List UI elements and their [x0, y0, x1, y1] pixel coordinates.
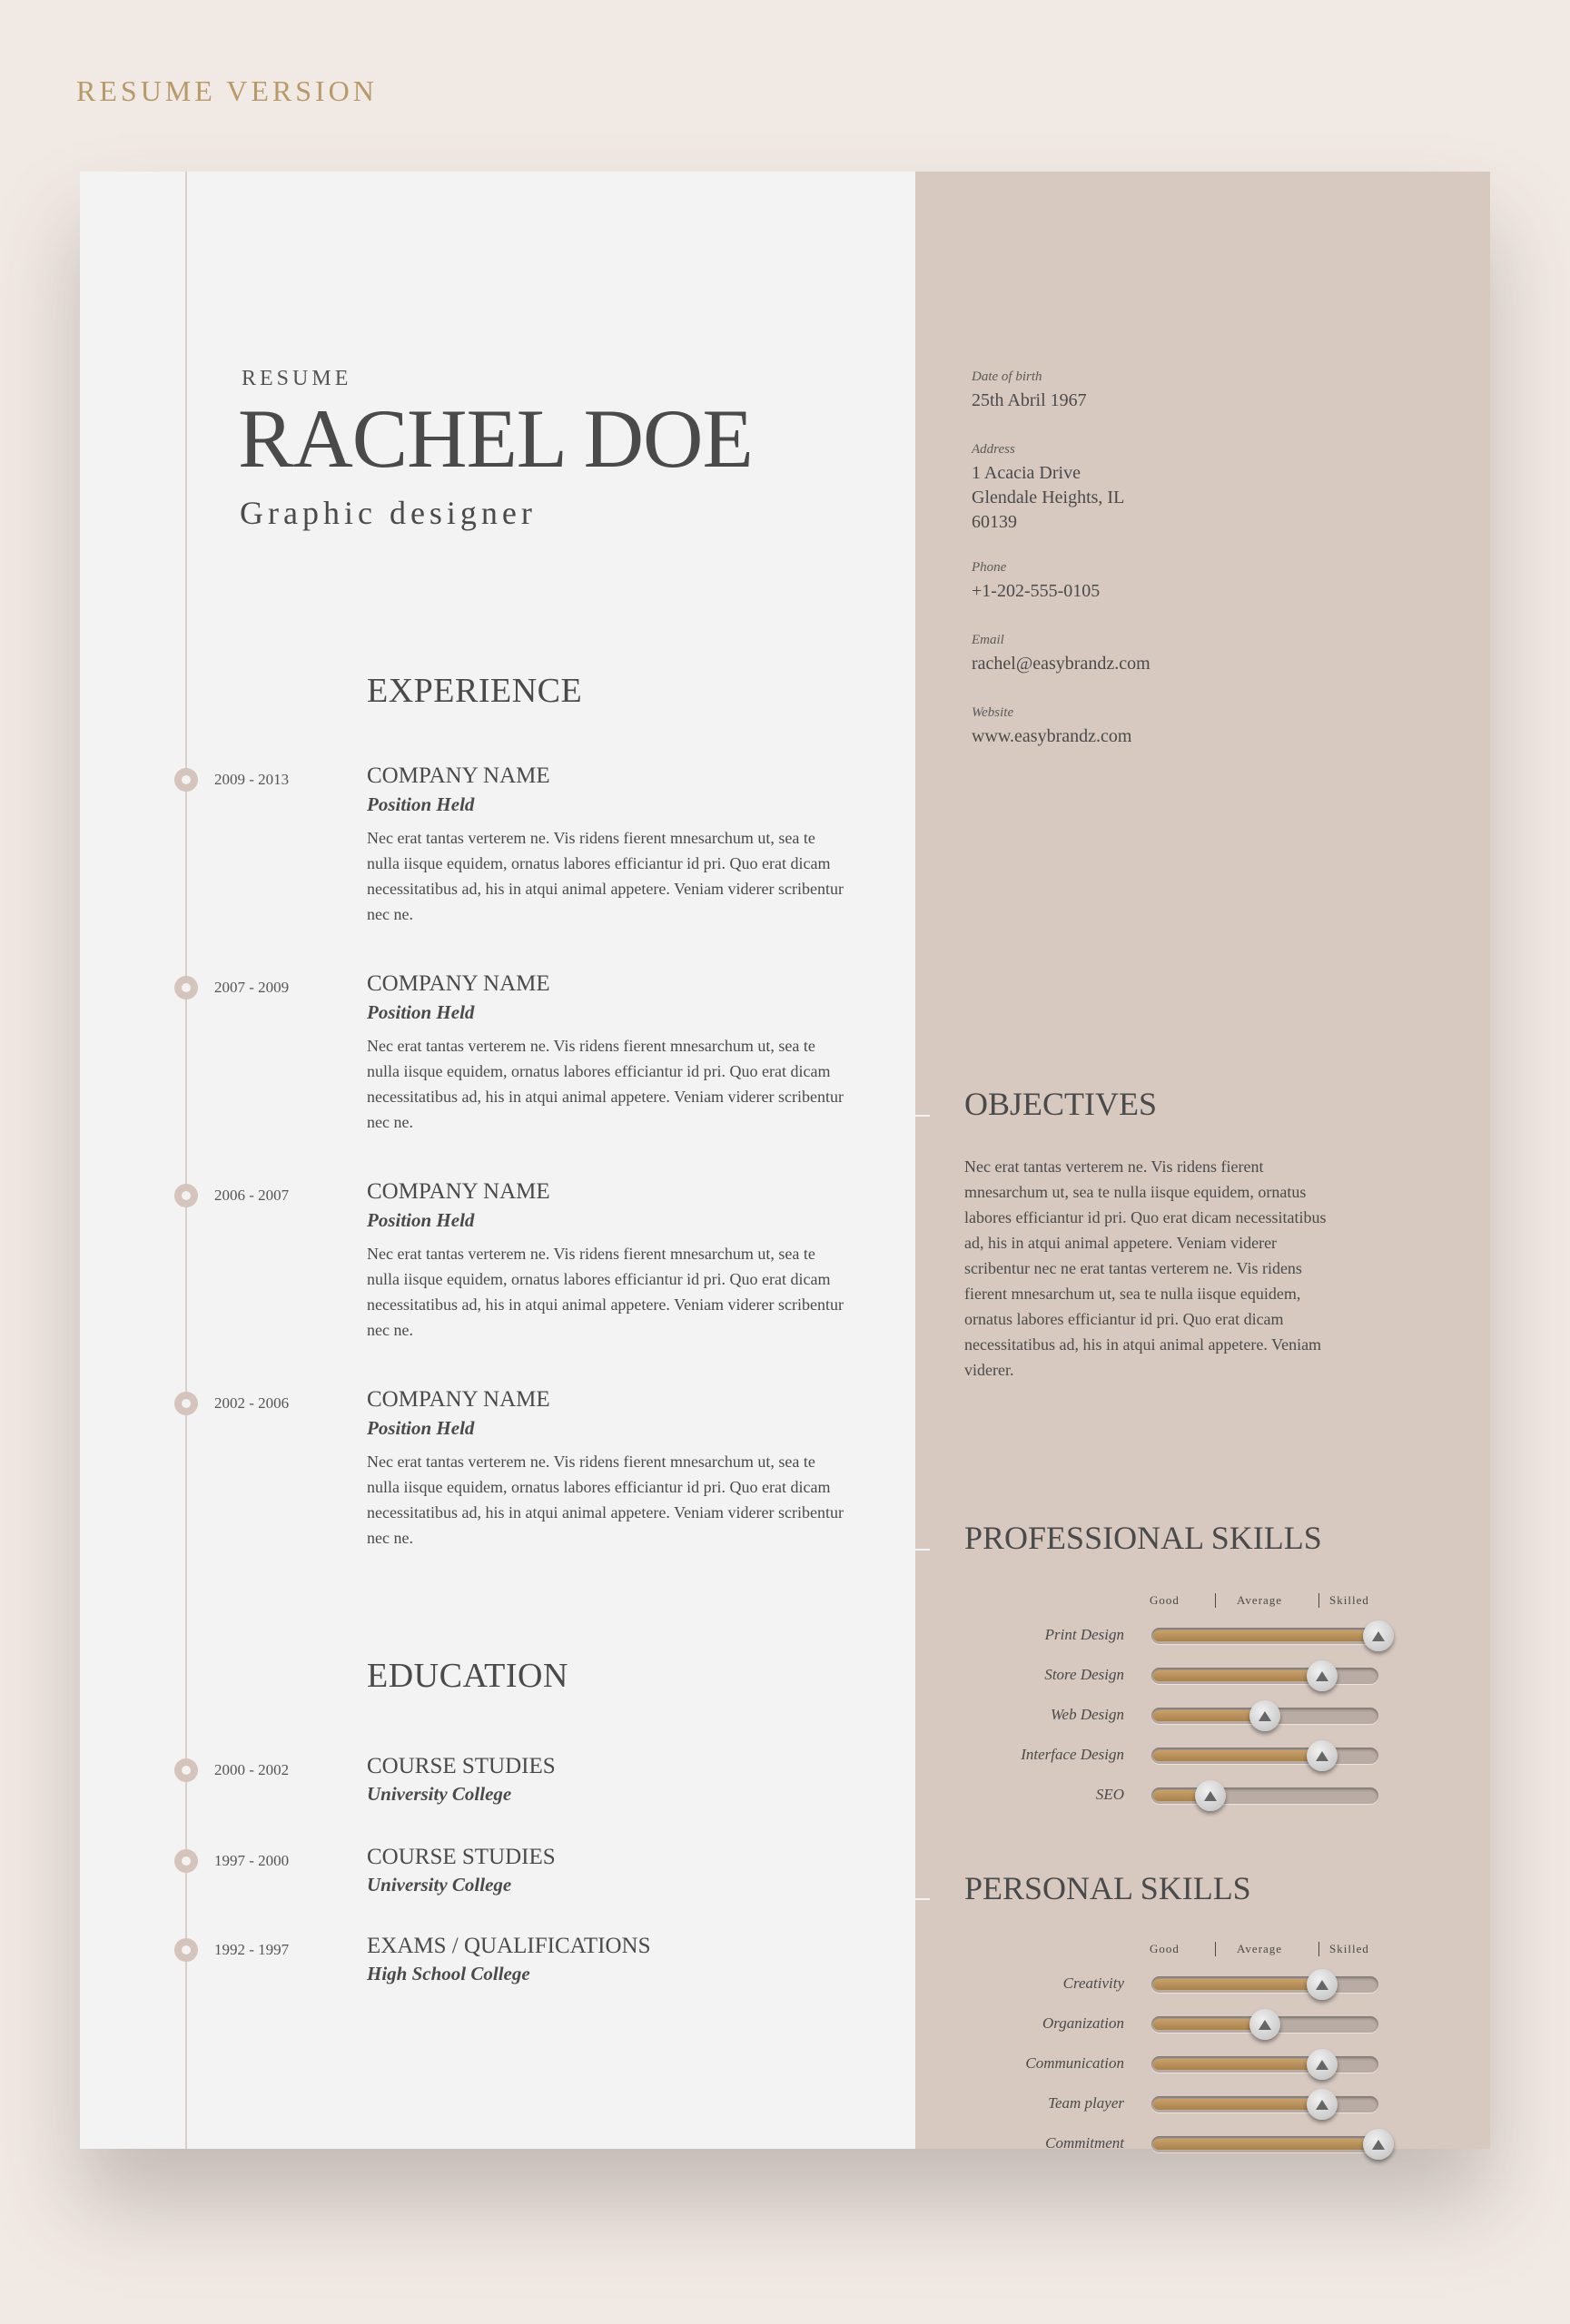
experience-dates: 2002 - 2006 [214, 1394, 290, 1412]
skill-slider-track[interactable] [1151, 1748, 1378, 1764]
experience-position: Position Held [367, 793, 475, 815]
scale-good: Good [1150, 1593, 1180, 1607]
experience-company: COMPANY NAME [367, 1387, 550, 1412]
skill-slider-knob[interactable] [1307, 2089, 1338, 2120]
skill-label: Team player [1048, 2094, 1124, 2112]
timeline-dot [174, 1849, 198, 1873]
education-course: EXAMS / QUALIFICATIONS [367, 1934, 651, 1958]
scale-average: Average [1237, 1942, 1283, 1955]
skill-slider-knob[interactable] [1195, 1780, 1226, 1811]
skill-label: Creativity [1062, 1974, 1124, 1992]
email-label: Email [972, 633, 1004, 647]
dob-label: Date of birth [972, 369, 1042, 384]
skill-slider-fill [1153, 1630, 1377, 1641]
skill-slider-fill [1153, 1710, 1265, 1721]
phone-label: Phone [972, 560, 1007, 575]
skill-slider-fill [1153, 1750, 1321, 1761]
skill-slider-fill [1153, 2099, 1321, 2110]
skill-slider-knob[interactable] [1307, 1969, 1338, 2000]
skill-slider-knob[interactable] [1307, 1660, 1338, 1691]
education-dates: 1992 - 1997 [214, 1941, 290, 1958]
education-school: University College [367, 1874, 512, 1896]
scale-separator [1215, 1942, 1216, 1956]
skill-slider-knob[interactable] [1307, 2049, 1338, 2080]
section-tick [915, 1898, 930, 1900]
education-course: COURSE STUDIES [367, 1754, 556, 1778]
skill-slider-fill [1153, 1979, 1321, 1990]
personal-skills-title: PERSONAL SKILLS [964, 1870, 1251, 1906]
timeline-dot [174, 1938, 198, 1962]
person-role: Graphic designer [240, 495, 537, 531]
skill-slider-track[interactable] [1151, 2096, 1378, 2112]
experience-description: Nec erat tantas verterem ne. Vis ridens fierent mnesarchum ut, sea te nulla iisque equidem, ornatus labores efficiantur id pri. Quo erat dicam necessitatibus ad, his in atqui animal appetere. Veniam viderer scribentur nec ne. [367, 1245, 844, 1339]
email-value: rachel@easybrandz.com [972, 654, 1150, 674]
education-title: EDUCATION [367, 1657, 568, 1695]
section-tick [915, 1115, 930, 1117]
phone-value: +1-202-555-0105 [972, 581, 1101, 601]
skill-slider-track[interactable] [1151, 2016, 1378, 2033]
skill-label: Store Design [1044, 1666, 1124, 1683]
website-value: www.easybrandz.com [972, 726, 1132, 746]
skill-label: Commitment [1045, 2134, 1124, 2152]
experience-dates: 2007 - 2009 [214, 979, 290, 996]
education-dates: 2000 - 2002 [214, 1761, 290, 1778]
skill-slider-fill [1153, 2019, 1265, 2030]
skill-label: Print Design [1044, 1626, 1124, 1643]
skill-slider-track[interactable] [1151, 2056, 1378, 2073]
address-line1: 1 Acacia Drive [972, 463, 1081, 483]
address-line3: 60139 [972, 512, 1017, 532]
skill-slider-track[interactable] [1151, 2136, 1378, 2152]
experience-description: Nec erat tantas verterem ne. Vis ridens fierent mnesarchum ut, sea te nulla iisque equidem, ornatus labores efficiantur id pri. Quo erat dicam necessitatibus ad, his in atqui animal appetere. Veniam viderer scribentur nec ne. [367, 1452, 844, 1547]
person-name: RACHEL DOE [238, 392, 753, 485]
skill-slider-knob[interactable] [1307, 1740, 1338, 1771]
timeline-dot [174, 1184, 198, 1207]
scale-separator [1318, 1593, 1319, 1608]
skill-label: Organization [1042, 2014, 1124, 2032]
skill-slider-knob[interactable] [1363, 1620, 1394, 1651]
experience-position: Position Held [367, 1001, 475, 1023]
skill-label: Communication [1025, 2054, 1124, 2072]
timeline-dot [174, 1758, 198, 1782]
experience-company: COMPANY NAME [367, 1179, 550, 1204]
experience-description: Nec erat tantas verterem ne. Vis ridens fierent mnesarchum ut, sea te nulla iisque equidem, ornatus labores efficiantur id pri. Quo erat dicam necessitatibus ad, his in atqui animal appetere. Veniam viderer scribentur nec ne. [367, 1037, 844, 1131]
skill-slider-fill [1153, 2059, 1321, 2070]
experience-position: Position Held [367, 1209, 475, 1231]
website-label: Website [972, 705, 1014, 720]
skill-label: Web Design [1050, 1706, 1124, 1723]
objectives-title: OBJECTIVES [964, 1086, 1158, 1122]
skill-scale-header [1150, 1593, 1476, 1611]
resume-tag: RESUME [242, 367, 352, 390]
address-label: Address [972, 442, 1015, 457]
skill-slider-knob[interactable] [1363, 2129, 1394, 2160]
experience-company: COMPANY NAME [367, 971, 550, 996]
scale-skilled: Skilled [1329, 1593, 1369, 1607]
scale-separator [1215, 1593, 1216, 1608]
dob-value: 25th Abril 1967 [972, 390, 1087, 410]
skill-scale-header [1150, 1942, 1476, 1960]
education-school: High School College [367, 1963, 530, 1984]
skill-slider-track[interactable] [1151, 1668, 1378, 1684]
skill-label: Interface Design [1021, 1746, 1124, 1763]
address-line2: Glendale Heights, IL [972, 487, 1125, 507]
skill-label: SEO [1095, 1786, 1124, 1803]
timeline-dot [174, 1392, 198, 1415]
resume-sheet [80, 172, 1490, 2152]
timeline-dot [174, 768, 198, 792]
version-label: RESUME VERSION [76, 74, 378, 107]
skill-slider-fill [1153, 1670, 1321, 1681]
scale-skilled: Skilled [1329, 1942, 1369, 1955]
skill-slider-knob[interactable] [1249, 1700, 1280, 1731]
experience-description: Nec erat tantas verterem ne. Vis ridens fierent mnesarchum ut, sea te nulla iisque equidem, ornatus labores efficiantur id pri. Quo erat dicam necessitatibus ad, his in atqui animal appetere. Veniam viderer scribentur nec ne. [367, 829, 844, 923]
objectives-text: Nec erat tantas verterem ne. Vis ridens fierent mnesarchum ut, sea te nulla iisque equidem, ornatus labores efficiantur id pri. Quo erat dicam necessitatibus ad, his in atqui animal appetere. Veniam viderer scribentur nec ne erat tantas verterem ne. Vis ridens fierent mnesarchum ut, sea te nulla iisque equidem, ornatus labores efficiantur id pri. Quo erat dicam necessitatibus ad, his in atqui animal appetere. Veniam viderer. [964, 1157, 1327, 1379]
scale-average: Average [1237, 1593, 1283, 1607]
experience-title: EXPERIENCE [367, 672, 583, 710]
education-course: COURSE STUDIES [367, 1845, 556, 1869]
professional-skills-title: PROFESSIONAL SKILLS [964, 1520, 1322, 1556]
skill-slider-track[interactable] [1151, 1976, 1378, 1993]
scale-good: Good [1150, 1942, 1180, 1955]
experience-company: COMPANY NAME [367, 763, 550, 788]
timeline-dot [174, 976, 198, 1000]
section-tick [915, 1549, 930, 1551]
education-dates: 1997 - 2000 [214, 1852, 290, 1869]
education-school: University College [367, 1783, 512, 1805]
skill-slider-track[interactable] [1151, 1708, 1378, 1724]
skill-slider-track[interactable] [1151, 1628, 1378, 1644]
scale-separator [1318, 1942, 1319, 1956]
skill-slider-fill [1153, 2139, 1377, 2150]
skill-slider-track[interactable] [1151, 1787, 1378, 1804]
experience-dates: 2009 - 2013 [214, 771, 290, 788]
experience-position: Position Held [367, 1417, 475, 1439]
skill-slider-knob[interactable] [1249, 2009, 1280, 2040]
experience-dates: 2006 - 2007 [214, 1187, 290, 1204]
